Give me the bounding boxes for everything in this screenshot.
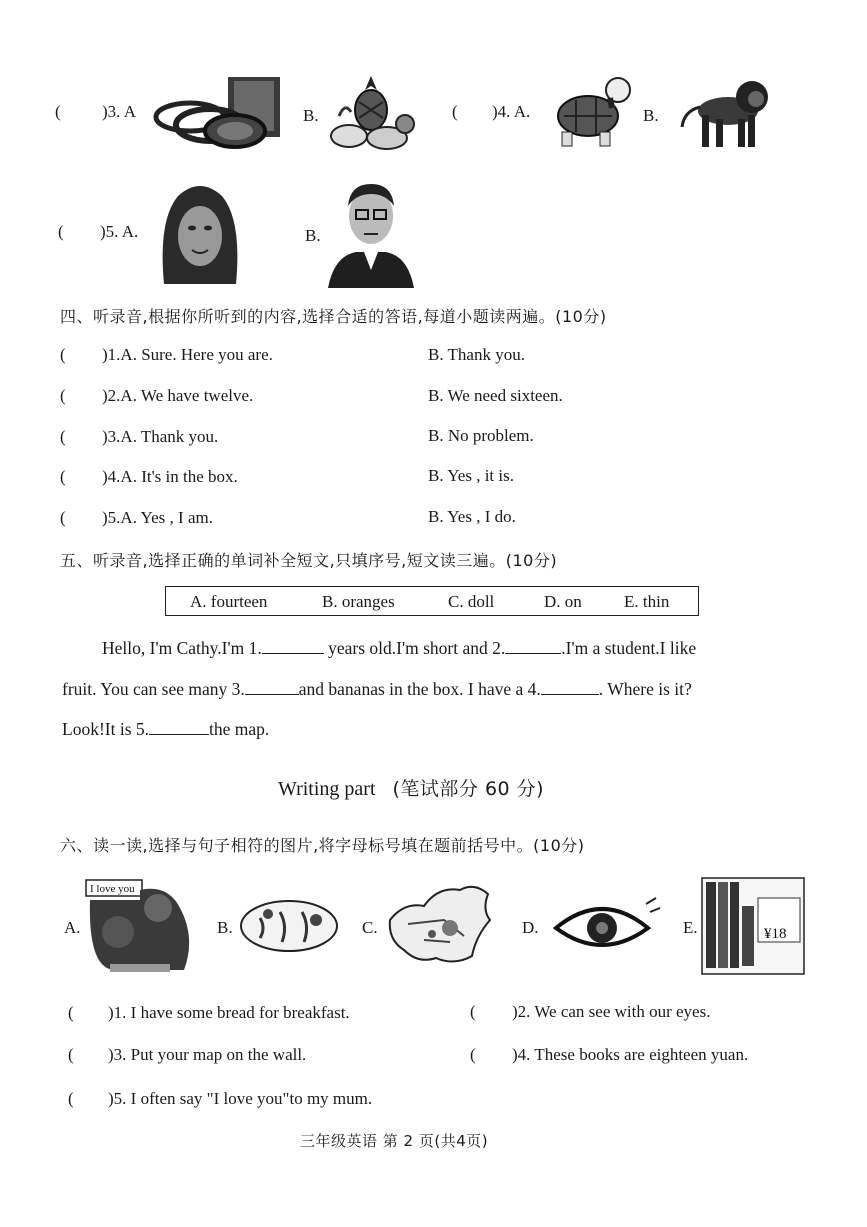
greeting-card-picture: [84, 878, 196, 976]
word-bank-box: [165, 586, 699, 616]
passage-line-1: [102, 638, 696, 659]
paren-open: (: [452, 102, 458, 121]
pic-label-c: C.: [362, 918, 378, 937]
s4-item-4-option-b: B. Yes , it is.: [428, 466, 514, 485]
writing-part-title: Writing part: [278, 778, 376, 800]
paren-open: (: [60, 467, 66, 486]
blank-4[interactable]: [541, 680, 599, 695]
word-option-d: D. on: [544, 592, 582, 611]
word-option-e: E. thin: [624, 592, 670, 611]
s6-item-3-text: )3. Put your map on the wall.: [108, 1045, 307, 1064]
pic-label-a: A.: [64, 918, 81, 937]
price-tag-text: ¥18: [764, 926, 787, 942]
writing-part-heading: [278, 774, 544, 801]
passage-line-2: [62, 679, 692, 700]
passage-text: fruit. You can see many 3.: [62, 679, 245, 699]
s4-item-1-option-a: )1.A. Sure. Here you are.: [102, 345, 273, 364]
lion-picture: [678, 75, 770, 151]
s6-item-5-text: )5. I often say "I love you"to my mum.: [108, 1089, 373, 1108]
option-b-label: B.: [643, 106, 659, 125]
china-map-picture: [384, 880, 496, 968]
paren-open: (: [55, 102, 61, 121]
plates-picture: [150, 75, 290, 155]
eye-picture: [552, 896, 662, 958]
writing-part-subtitle: (笔试部分 60 分): [392, 778, 545, 800]
word-option-a: A. fourteen: [190, 592, 268, 611]
page-footer: 三年级英语 第 2 页(共4页): [300, 1132, 489, 1150]
question-3-label: )3. A: [102, 102, 136, 121]
section-4-title: 四、听录音,根据你所听到的内容,选择合适的答语,每道小题读两遍。(10分): [60, 307, 607, 326]
option-b-label: B.: [303, 106, 319, 125]
paren-open: (: [68, 1003, 74, 1022]
woman-portrait-picture: [156, 180, 244, 286]
option-b-label: B.: [305, 226, 321, 245]
s4-item-4-option-a: )4.A. It's in the box.: [102, 467, 238, 486]
s6-item-2-text: )2. We can see with our eyes.: [512, 1002, 711, 1021]
passage-text: years old.I'm short and 2.: [328, 638, 506, 658]
paren-open: (: [68, 1089, 74, 1108]
pineapple-fruit-picture: [325, 72, 417, 154]
passage-text: and bananas in the box. I have a 4.: [298, 679, 541, 699]
s4-item-2-option-b: B. We need sixteen.: [428, 386, 563, 405]
paren-open: (: [470, 1002, 476, 1021]
card-text: I love you: [90, 883, 135, 895]
paren-open: (: [60, 386, 66, 405]
s4-item-3-option-a: )3.A. Thank you.: [102, 427, 219, 446]
pic-label-e: E.: [683, 918, 698, 937]
passage-text: .I'm a student.I like: [561, 638, 697, 658]
blank-2[interactable]: [505, 639, 561, 654]
man-portrait-picture: [326, 178, 416, 288]
turtle-picture: [552, 72, 636, 154]
paren-open: (: [60, 427, 66, 446]
s4-item-2-option-a: )2.A. We have twelve.: [102, 386, 254, 405]
passage-text: Hello, I'm Cathy.I'm 1.: [102, 638, 262, 658]
s4-item-5-option-b: B. Yes , I do.: [428, 507, 516, 526]
section-5-title: 五、听录音,选择正确的单词补全短文,只填序号,短文读三遍。(10分): [60, 551, 558, 570]
passage-text: Look!It is 5.: [62, 719, 150, 739]
passage-line-3: [62, 719, 269, 740]
word-option-b: B. oranges: [322, 592, 395, 611]
pic-label-b: B.: [217, 918, 233, 937]
s6-item-4-text: )4. These books are eighteen yuan.: [512, 1045, 749, 1064]
paren-open: (: [60, 345, 66, 364]
passage-text: the map.: [209, 719, 270, 739]
books-price-picture: [700, 876, 806, 976]
s6-item-1-text: )1. I have some bread for breakfast.: [108, 1003, 350, 1022]
word-option-c: C. doll: [448, 592, 495, 611]
s4-item-3-option-b: B. No problem.: [428, 426, 534, 445]
s4-item-1-option-b: B. Thank you.: [428, 345, 525, 364]
bread-picture: [238, 898, 340, 954]
paren-open: (: [470, 1045, 476, 1064]
pic-label-d: D.: [522, 918, 539, 937]
question-5-label: )5. A.: [100, 222, 139, 241]
question-4-label: )4. A.: [492, 102, 531, 121]
blank-5[interactable]: [149, 720, 209, 735]
paren-open: (: [68, 1045, 74, 1064]
blank-3[interactable]: [245, 680, 299, 695]
blank-1[interactable]: [262, 639, 324, 654]
paren-open: (: [60, 508, 66, 527]
paren-open: (: [58, 222, 64, 241]
passage-text: . Where is it?: [598, 679, 692, 699]
s4-item-5-option-a: )5.A. Yes , I am.: [102, 508, 213, 527]
section-6-title: 六、读一读,选择与句子相符的图片,将字母标号填在题前括号中。(10分): [60, 836, 585, 855]
